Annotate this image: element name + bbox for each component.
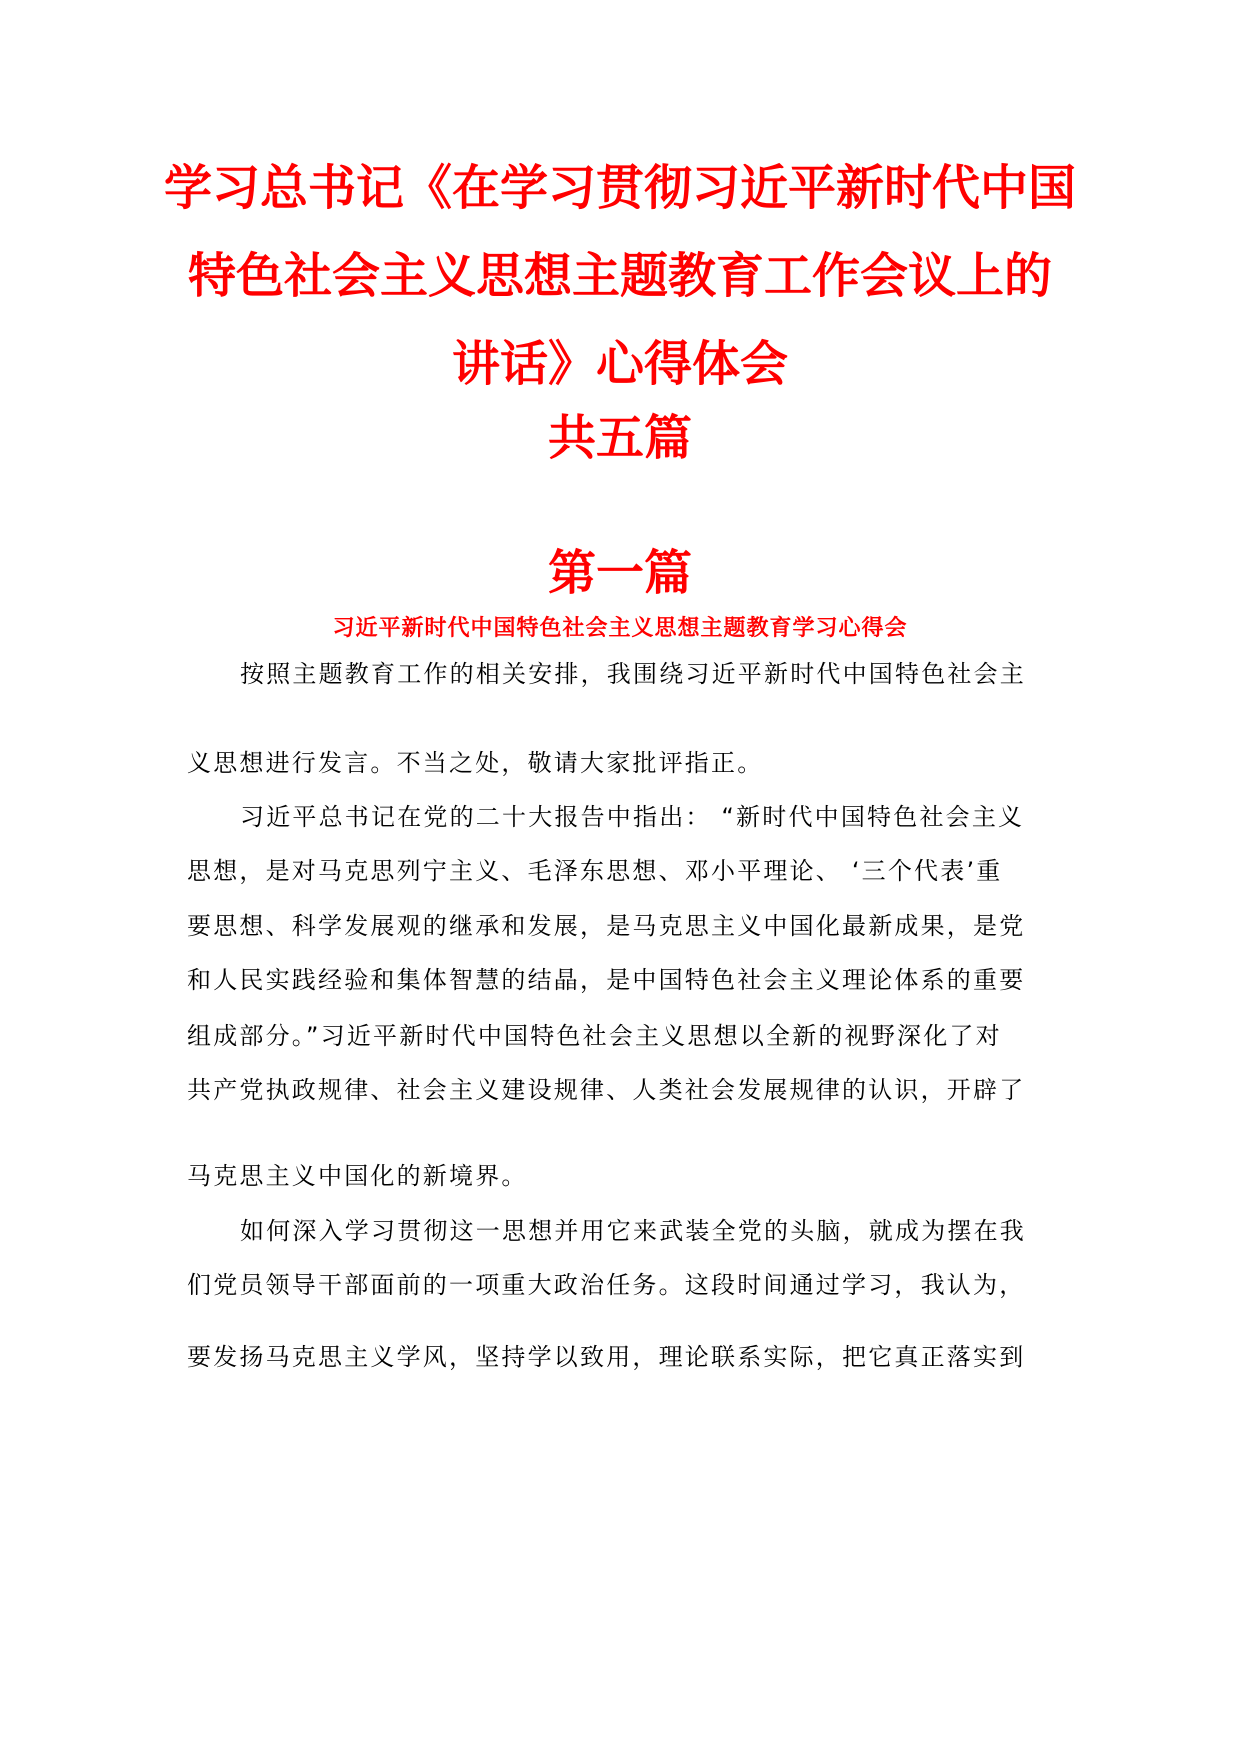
document-title-line-3: 讲话》心得体会 (451, 336, 788, 392)
body-paragraph-line: 习近平总书记在党的二十大报告中指出： “新时代中国特色社会主义 (240, 803, 1025, 831)
body-paragraph-line: 义思想进行发言。不当之处，敬请大家批评指正。 (187, 749, 764, 777)
body-paragraph-line: 组成部分。”习近平新时代中国特色社会主义思想以全新的视野深化了对 (187, 1022, 1002, 1050)
body-paragraph-line: 思想，是对马克思列宁主义、毛泽东思想、邓小平理论、 ‘三个代表’重 (187, 857, 1003, 885)
body-paragraph-line: 按照主题教育工作的相关安排，我围绕习近平新时代中国特色社会主 (240, 660, 1026, 688)
document-title-line-4: 共五篇 (547, 410, 692, 466)
body-paragraph-line: 要思想、科学发展观的继承和发展，是马克思主义中国化最新成果，是党 (187, 912, 1026, 940)
body-paragraph-line: 共产党执政规律、社会主义建设规律、人类社会发展规律的认识，开辟了 (187, 1076, 1026, 1104)
body-paragraph-line: 们党员领导干部面前的一项重大政治任务。这段时间通过学习，我认为， (187, 1271, 1026, 1299)
body-paragraph-line: 和人民实践经验和集体智慧的结晶，是中国特色社会主义理论体系的重要 (187, 966, 1026, 994)
document-title-line-2: 特色社会主义思想主题教育工作会议上的 (187, 248, 1052, 304)
body-paragraph-line: 如何深入学习贯彻这一思想并用它来武装全党的头脑，就成为摆在我 (240, 1217, 1026, 1245)
section-title: 第一篇 (547, 545, 692, 601)
body-paragraph-line: 要发扬马克思主义学风，坚持学以致用，理论联系实际，把它真正落实到 (187, 1343, 1026, 1371)
body-paragraph-line: 马克思主义中国化的新境界。 (187, 1162, 528, 1190)
document-title-line-1: 学习总书记《在学习贯彻习近平新时代中国 (163, 160, 1076, 216)
section-subtitle: 习近平新时代中国特色社会主义思想主题教育学习心得会 (332, 616, 908, 641)
